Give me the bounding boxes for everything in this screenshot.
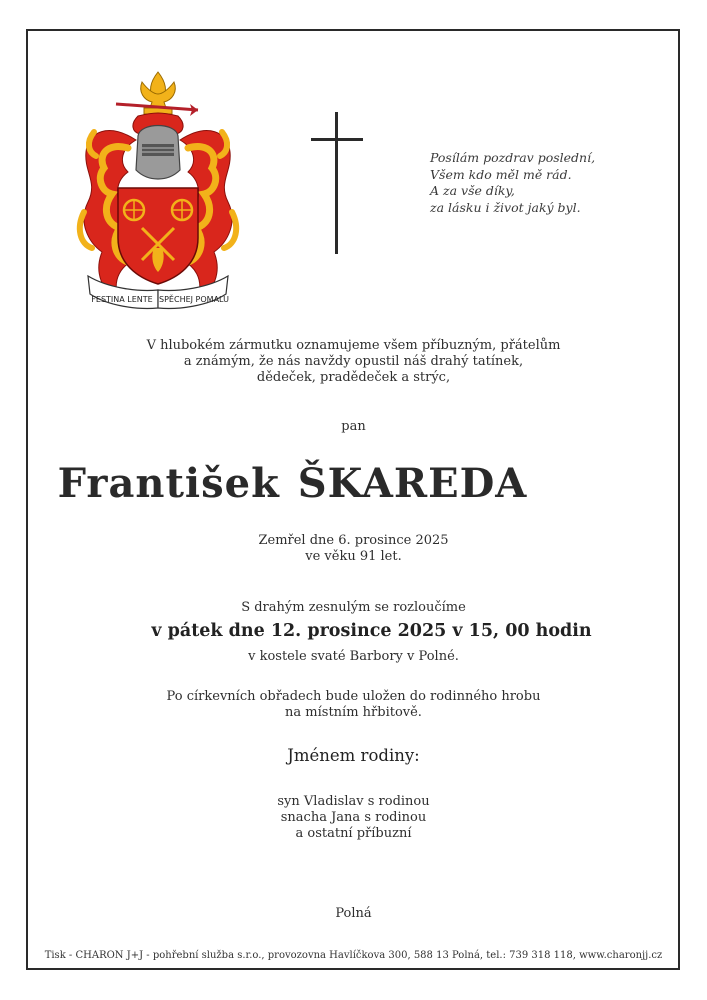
family-members [0, 794, 707, 842]
burial-line: na místním hřbitově. [285, 705, 422, 720]
farewell-intro: S drahým zesnulým se rozloučíme [241, 600, 466, 615]
funeral-datetime: v pátek dne 12. prosince 2025 v 15, 00 hodin [151, 621, 592, 641]
family-member: a ostatní příbuzní [295, 826, 412, 841]
memorial-poem [430, 150, 660, 216]
first-name: František [57, 460, 280, 507]
poem-line: Posílám pozdrav poslední, [430, 150, 596, 165]
helmet [136, 126, 180, 180]
coat-of-arms [58, 52, 258, 324]
poem-line: Všem kdo měl mě rád. [430, 166, 572, 182]
shield [118, 188, 198, 284]
poem-line: za lásku i život jaký byl. [430, 199, 581, 215]
fleur-crest [116, 72, 198, 116]
cross-icon [309, 112, 365, 254]
announcement-line: dědeček, pradědeček a strýc, [256, 370, 451, 385]
funeral-place: v kostele svaté Barbory v Polné. [248, 649, 459, 664]
death-info [0, 533, 707, 565]
burial-info [0, 689, 707, 721]
last-name: ŠKAREDA [297, 460, 528, 507]
family-heading: Jménem rodiny: [287, 746, 420, 765]
motto-right: SPĚCHEJ POMALU [159, 295, 229, 304]
family-member: syn Vladislav s rodinou [277, 794, 430, 809]
deceased-name [0, 460, 646, 507]
poem-line: A za vše díky, [430, 183, 515, 198]
announcement-line: a známým, že nás navždy opustil náš drahý tatínek, [183, 354, 524, 369]
death-age: ve věku 91 let. [305, 549, 402, 564]
title-word: pan [341, 419, 366, 434]
death-date: Zemřel dne 6. prosince 2025 [258, 533, 449, 548]
printer-footer: Tisk - CHARON J+J - pohřební služba s.r.o., provozovna Havlíčkova 300, 588 13 Polná, tel.: 739 318 118, www.charonjj.cz [44, 950, 663, 961]
announcement-line: V hlubokém zármutku oznamujeme všem příbuzným, přátelům [146, 338, 561, 353]
burial-line: Po církevních obřadech bude uložen do rodinného hrobu [166, 689, 541, 704]
motto-left: FESTINA LENTE [91, 295, 153, 304]
place-name: Polná [335, 906, 372, 921]
announcement-text [0, 338, 707, 386]
family-member: snacha Jana s rodinou [280, 810, 427, 825]
